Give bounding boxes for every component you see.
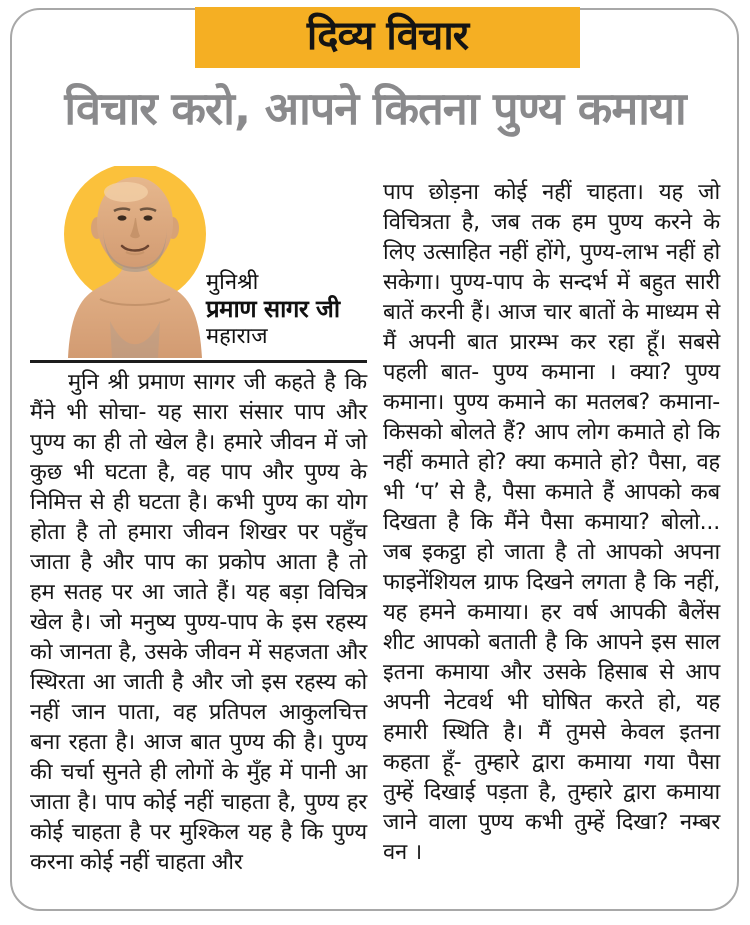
article-headline: विचार करो, आपने कितना पुण्य कमाया bbox=[64, 82, 686, 135]
article-column-left bbox=[30, 166, 367, 877]
article-text-right: पाप छोड़ना कोई नहीं चाहता। यह जो विचित्रता है, जब तक हम पुण्य करने के लिए उत्साहित नहीं होंगे, पुण्य-लाभ नहीं हो सकेगा। पुण्य-पाप के सन्दर्भ में बहुत सारी बातें करनी हैं। आज चार बातों के माध्यम से मैं अपनी बात प्रारम्भ कर रहा हूँ। सबसे पहली बात- पुण्य कमाना । क्या? पुण्य कमाना। पुण्य कमाने का मतलब? कमाना- किसको बोलते हैं? आप लोग कमाते हो कि नहीं कमाते हो? क्या कमाते हो? पैसा, वह भी ‘प’ से है, पैसा कमाते हैं आपको कब दिखता है कि मैंने पैसा कमाया? बोलो... जब इकट्ठा हो जाता है तो आपको अपना फाइनेंशियल ग्राफ दिखने लगता है कि नहीं, यह हमने कमाया। हर वर्ष आपकी बैलेंस शीट आपको बताती है कि आपने इस साल इतना कमाया और उसके हिसाब से आप अपनी नेटवर्थ भी घोषित करते हो, यह हमारी स्थिति है। मैं तुमसे केवल इतना कहता हूँ- तुम्हारे द्वारा कमाया गया पैसा तुम्हें दिखाई पड़ता है, तुम्हारे द्वारा कमाया जाने वाला पुण्य कभी तुम्हें दिखा? नम्बर वन । bbox=[383, 180, 720, 865]
author-caption bbox=[206, 269, 367, 350]
author-photo-block bbox=[30, 166, 367, 358]
article-column-right bbox=[383, 166, 720, 877]
article-body bbox=[30, 166, 720, 877]
author-name: प्रमाण सागर जी bbox=[206, 295, 340, 323]
article-text-left: मुनि श्री प्रमाण सागर जी कहते है कि मैंने भी सोचा- यह सारा संसार पाप और पुण्य का ही तो खेल है। हमारे जीवन में जो कुछ भी घटता है, वह पाप और पुण्य के निमित्त से ही घटता है। कभी पुण्य का योग होता है तो हमारा जीवन शिखर पर पहुँच जाता है और पाप का प्रकोप आता है तो हम सतह पर आ जाते हैं। यह बड़ा विचित्र खेल है। जो मनुष्य पुण्य-पाप के इस रहस्य को जानता है, उसके जीवन में सहजता और स्थिरता आ जाती है और जो इस रहस्य को नहीं जान पाता, वह प्रतिपल आकुलचित्त बना रहता है। आज बात पुण्य की है। पुण्य की चर्चा सुनते ही लोगों के मुँह में पानी आ जाता है। पाप कोई नहीं चाहता है, पुण्य हर कोई चाहता है पर मुश्किल यह है कि पुण्य करना कोई नहीं चाहता और bbox=[30, 370, 367, 875]
section-banner-title: दिव्य विचार bbox=[306, 12, 469, 59]
divider-line bbox=[30, 360, 367, 363]
section-banner bbox=[195, 7, 580, 68]
author-title: मुनिश्री bbox=[206, 270, 259, 295]
author-honorific: महाराज bbox=[206, 324, 268, 349]
